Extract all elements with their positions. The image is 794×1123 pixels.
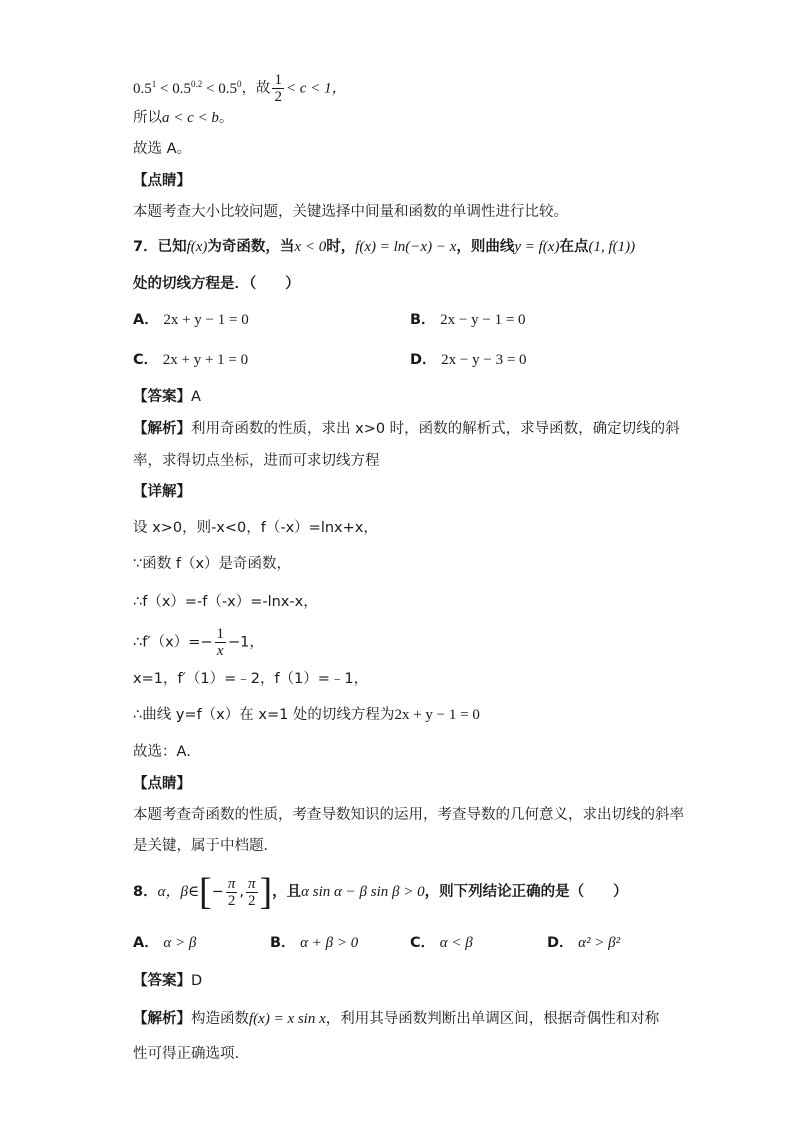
line-dianjing-text-1: 本题考查大小比较问题，关键选择中间量和函数的单调性进行比较。 <box>133 204 568 220</box>
q7-option-b: B． 2x − y − 1 = 0 <box>410 312 526 328</box>
q8-option-a: A． α > β <box>133 935 197 951</box>
q8-option-b: B． α + β > 0 <box>270 935 359 951</box>
line-conclusion: 所以a < c < b。 <box>133 110 234 126</box>
q7-option-row-1: A． 2x + y − 1 = 0 <box>133 312 249 328</box>
one-over-x-fraction: $\frac{1}{x}$ <box>216 626 225 659</box>
detail-line-3: ∴f（x）=-f（-x）=-lnx-x， <box>133 594 318 610</box>
dianjing-text-2a: 本题考查奇函数的性质，考查导数知识的运用，考查导数的几何意义，求出切线的斜率 <box>133 807 684 823</box>
q8-option-d: D． α² > β² <box>547 935 621 951</box>
ineq-mid: ，故 <box>241 80 271 97</box>
half-fraction: $\frac{1}{2}$ <box>274 72 282 105</box>
line-inequality <box>133 72 347 105</box>
detail-line-7: 故选：A． <box>133 744 201 760</box>
q7-analysis-1: 【解析】利用奇函数的性质，求出 x>0 时，函数的解析式，求导函数，确定切线的斜 <box>133 421 680 437</box>
section-detail: 【详解】 <box>133 484 191 500</box>
ineq-tail: < c < 1， <box>285 80 347 97</box>
detail-line-1: 设 x>0，则-x<0，f（-x）=lnx+x， <box>133 520 378 536</box>
q7-stem: 7．已知f(x)为奇函数，当x < 0时，f(x) = ln(−x) − x，则曲线y = f(x)在点(1, f(1)) <box>133 239 636 255</box>
q8-answer: 【答案】D <box>133 973 203 989</box>
q7-analysis-2: 率，求得切点坐标，进而可求切线方程 <box>133 453 380 469</box>
q7-option-d: D． 2x − y − 3 = 0 <box>410 352 527 368</box>
detail-line-2: ∵函数 f（x）是奇函数， <box>133 556 292 572</box>
ineq-expr: $0.5^1 < 0.5^{0.2} < 0.5^0$ <box>133 78 242 97</box>
q7-stem-line2: 处的切线方程是．（ ） <box>133 276 300 292</box>
q8-stem: 8．α，β∈[− $\frac{\pi}{2}$ , $\frac{\pi}{2}$ ]，且α sin α − β sin β > 0，则下列结论正确的是（ ） <box>133 871 628 913</box>
detail-line-6: ∴曲线 y=f（x）在 x=1 处的切线方程为2x + y − 1 = 0 <box>133 707 480 723</box>
q7-answer: 【答案】A <box>133 389 201 405</box>
detail-line-5: x=1，f′（1）=﹣2，f（1）=﹣1， <box>133 671 369 687</box>
q8-analysis-2: 性可得正确选项. <box>133 1046 240 1062</box>
detail-line-4: ∴f′（x）=− $\frac{1}{x}$ −1， <box>133 626 264 659</box>
section-dianjing-2: 【点睛】 <box>133 776 191 792</box>
q8-option-c: C． α < β <box>410 935 473 951</box>
dianjing-text-2b: 是关键，属于中档题． <box>133 838 278 854</box>
line-choose-a: 故选 A。 <box>133 141 192 157</box>
q8-analysis-1: 【解析】构造函数f(x) = x sin x，利用其导函数判断出单调区间，根据奇偶性和对称 <box>133 1011 660 1027</box>
q7-option-c: C． 2x + y + 1 = 0 <box>133 352 249 368</box>
section-dianjing-1: 【点睛】 <box>133 173 191 189</box>
